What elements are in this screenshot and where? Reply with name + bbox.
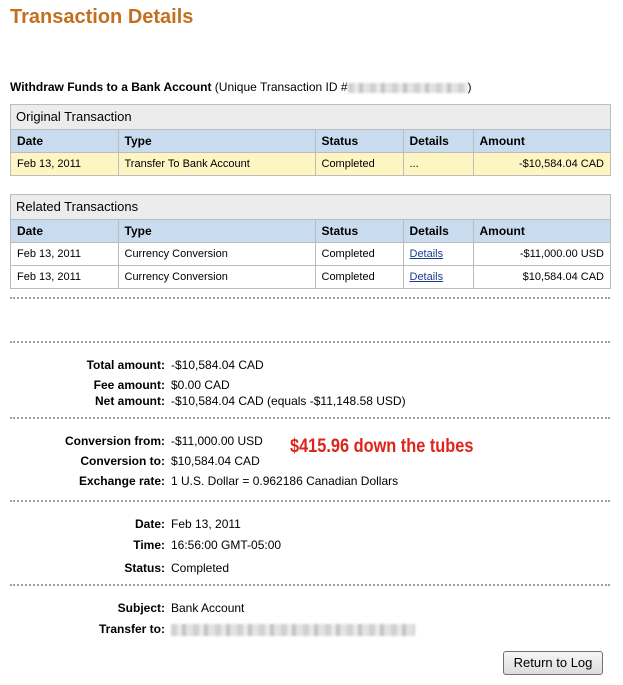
- original-transaction-panel: [10, 104, 611, 176]
- subject-row: [0, 601, 623, 619]
- transfer-to-value: [171, 622, 415, 636]
- col-status: Status: [315, 220, 403, 243]
- col-date: Date: [11, 220, 118, 243]
- date-row: [0, 517, 623, 535]
- original-transaction-table: [11, 130, 610, 175]
- total-amount-value: -$10,584.04 CAD: [171, 358, 264, 372]
- redacted-bank-account: [171, 624, 415, 636]
- cell-details: [403, 243, 473, 266]
- cell-type: Transfer To Bank Account: [118, 153, 315, 176]
- table-row: [11, 243, 610, 266]
- col-type: Type: [118, 220, 315, 243]
- page-title: Transaction Details: [10, 6, 194, 28]
- col-details: Details: [403, 220, 473, 243]
- divider: [10, 500, 610, 502]
- related-transactions-table: [11, 220, 610, 288]
- transfer-to-label: Transfer to:: [98, 622, 165, 636]
- divider: [10, 417, 610, 419]
- redacted-transaction-id: [348, 83, 468, 93]
- table-row: [11, 153, 610, 176]
- col-amount: Amount: [473, 220, 610, 243]
- status-label: Status:: [124, 561, 165, 575]
- cell-type: Currency Conversion: [118, 266, 315, 289]
- return-to-log-button[interactable]: Return to Log: [503, 651, 603, 675]
- col-date: Date: [11, 130, 118, 153]
- transaction-type-title: Withdraw Funds to a Bank Account: [10, 80, 212, 94]
- date-value: Feb 13, 2011: [171, 517, 241, 531]
- divider: [10, 584, 610, 586]
- transfer-to-row: [0, 622, 623, 640]
- conversion-to-label: Conversion to:: [80, 454, 165, 468]
- status-value: Completed: [171, 561, 230, 575]
- transaction-subheading: [10, 80, 472, 94]
- cell-date: Feb 13, 2011: [11, 243, 118, 266]
- col-status: Status: [315, 130, 403, 153]
- time-label: Time:: [133, 538, 165, 552]
- loss-annotation: $415.96 down the tubes: [290, 436, 474, 457]
- status-row: [0, 561, 623, 579]
- cell-amount: -$10,584.04 CAD: [473, 153, 610, 176]
- conversion-from-label: Conversion from:: [64, 434, 165, 448]
- total-amount-row: [0, 358, 623, 376]
- cell-amount: $10,584.04 CAD: [522, 271, 604, 283]
- exchange-rate-row: [0, 474, 623, 492]
- cell-date: Feb 13, 2011: [11, 266, 118, 289]
- net-amount-value: -$10,584.04 CAD (equals -$11,148.58 USD): [171, 394, 406, 408]
- total-amount-label: Total amount:: [86, 358, 165, 372]
- col-details: Details: [403, 130, 473, 153]
- cell-status: Completed: [315, 266, 403, 289]
- fee-amount-value: $0.00 CAD: [171, 378, 230, 392]
- transaction-id-label: (Unique Transaction ID #: [214, 80, 348, 94]
- table-row: [11, 266, 610, 289]
- subject-label: Subject:: [117, 601, 165, 615]
- cell-details: [403, 266, 473, 289]
- details-link[interactable]: Details: [409, 271, 444, 283]
- divider: [10, 297, 610, 299]
- transaction-id-close: ): [467, 80, 472, 94]
- subject-value: Bank Account: [171, 601, 245, 615]
- time-value: 16:56:00 GMT-05:00: [171, 538, 282, 552]
- conversion-from-value: -$11,000.00 USD: [171, 434, 263, 448]
- divider: [10, 341, 610, 343]
- cell-status: Completed: [315, 153, 403, 176]
- date-label: Date:: [134, 517, 165, 531]
- cell-status: Completed: [315, 243, 403, 266]
- fee-amount-label: Fee amount:: [93, 378, 165, 392]
- original-transaction-heading: Original Transaction: [11, 105, 610, 130]
- cell-details: ...: [403, 153, 473, 176]
- table-header-row: [11, 220, 610, 243]
- table-header-row: [11, 130, 610, 153]
- conversion-to-value: $10,584.04 CAD: [171, 454, 260, 468]
- cell-date: Feb 13, 2011: [11, 153, 118, 176]
- col-type: Type: [118, 130, 315, 153]
- exchange-rate-label: Exchange rate:: [78, 474, 165, 488]
- col-amount: Amount: [473, 130, 610, 153]
- cell-amount: -$11,000.00 USD: [473, 243, 610, 266]
- details-link[interactable]: Details: [409, 248, 444, 260]
- net-amount-label: Net amount:: [95, 394, 165, 408]
- net-amount-row: [0, 394, 623, 412]
- exchange-rate-value: 1 U.S. Dollar = 0.962186 Canadian Dollars: [171, 474, 399, 488]
- related-transactions-panel: [10, 194, 611, 289]
- cell-type: Currency Conversion: [118, 243, 315, 266]
- related-transactions-heading: Related Transactions: [11, 195, 610, 220]
- time-row: [0, 538, 623, 556]
